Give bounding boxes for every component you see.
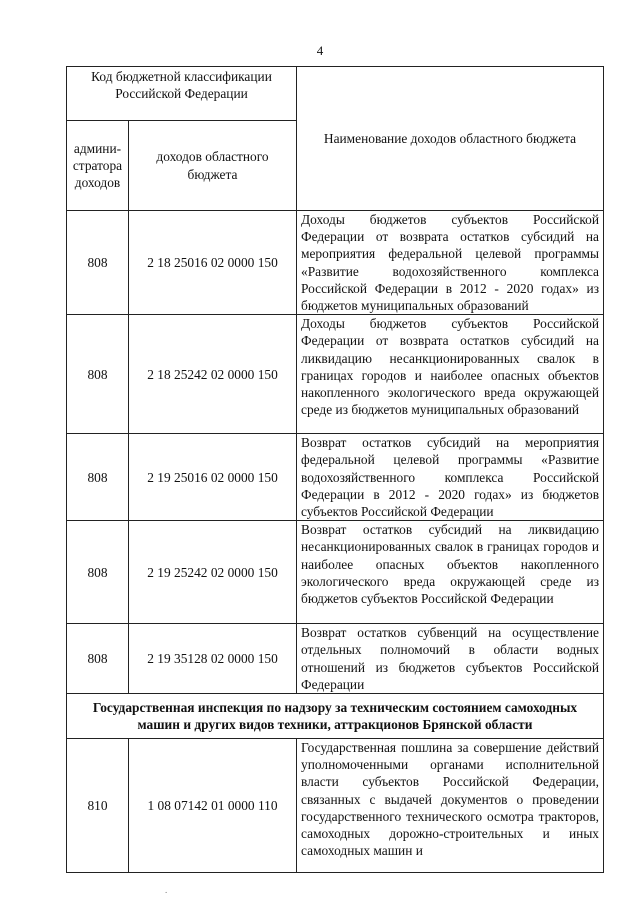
admin-code-cell: 810 [67,739,129,873]
income-name-cell: Возврат остатков субвенций на осуществление отдельных полномочий в области водных отношений из бюджетов субъектов Российской Федерации [297,624,604,694]
table-row [67,434,604,521]
admin-code-cell: 808 [67,521,129,624]
admin-code-header: админи- стратора доходов [67,121,129,211]
section-header-row [67,694,604,739]
admin-code-cell: 808 [67,434,129,521]
kbk-code-cell: 2 18 25016 02 0000 150 [129,211,297,315]
table-header-row [67,67,604,121]
table-row [67,315,604,434]
table-row [67,739,604,873]
budget-income-table [66,66,604,873]
table-row [67,521,604,624]
income-name-cell: Возврат остатков субсидий на мероприятия федеральной целевой программы «Развитие водохозяйственного комплекса Российской Федерации в 2012 - 2020 годах» из бюджетов субъектов Российской Федерации [297,434,604,521]
income-name-cell: Доходы бюджетов субъектов Российской Федерации от возврата остатков субсидий на ликвидацию несанкционированных свалок в границах городов и наиболее опасных объектов накопленного экологического вреда окружающей среде из бюджетов муниципальных образований [297,315,604,434]
page-number: 4 [316,43,324,58]
admin-code-cell: 808 [67,315,129,434]
admin-code-cell: 808 [67,624,129,694]
scan-speck: . [165,885,168,895]
income-name-cell: Доходы бюджетов субъектов Российской Федерации от возврата остатков субсидий на мероприятия федеральной целевой программы «Развитие водохозяйственного комплекса Российской Федерации в 2012 - 2020 годах» из бюджетов муниципальных образований [297,211,604,315]
income-name-cell: Возврат остатков субсидий на ликвидацию несанкционированных свалок в границах городов и наиболее опасных объектов накопленного экологического вреда окружающей среде из бюджетов субъектов Российской Федерации [297,521,604,624]
kbk-header: Код бюджетной классификации Российской Федерации [67,67,297,121]
kbk-code-cell: 2 19 35128 02 0000 150 [129,624,297,694]
income-name-text: Государственная пошлина за совершение действий уполномоченными органами исполнительной власти субъектов Российской Федерации, связанных с выдачей документов о проведении государственного технического осмотра тракторов, самоходных дорожно-строительных и иных самоходных машин и [301,740,600,859]
income-name-header: Наименование доходов областного бюджета [297,67,604,211]
admin-code-cell: 808 [67,211,129,315]
table-row [67,211,604,315]
kbk-code-cell: 2 19 25016 02 0000 150 [129,434,297,521]
income-name-cell [297,739,604,873]
table-row [67,624,604,694]
kbk-code-cell: 2 19 25242 02 0000 150 [129,521,297,624]
income-code-header: доходов областного бюджета [129,121,297,211]
kbk-code-cell: 1 08 07142 01 0000 110 [129,739,297,873]
kbk-code-cell: 2 18 25242 02 0000 150 [129,315,297,434]
section-title: Государственная инспекция по надзору за техническим состоянием самоходных машин и других видов техники, аттракционов Брянской области [67,694,604,739]
